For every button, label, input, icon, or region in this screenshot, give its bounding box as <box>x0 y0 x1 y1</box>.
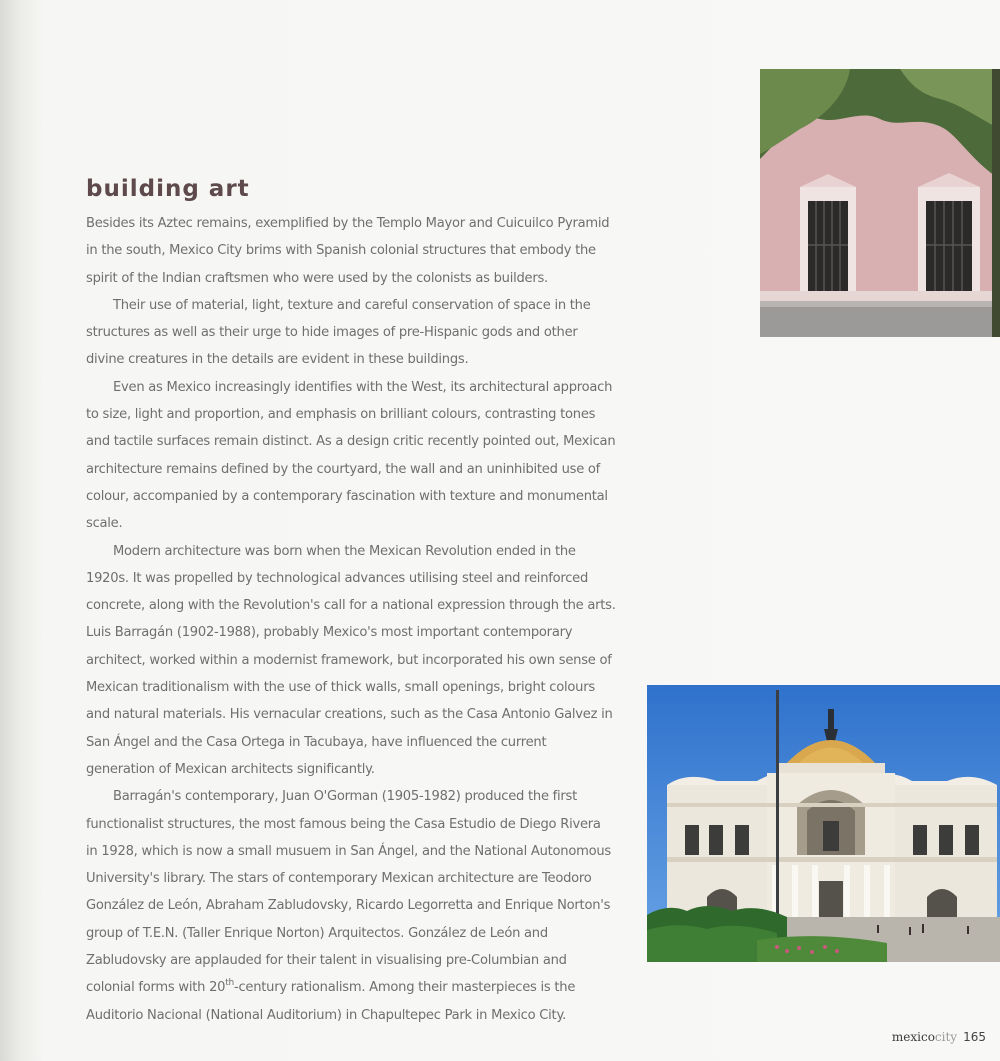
paragraph-5-text-b: -century rationalism. Among their masterpieces is the Auditorio Nacional (National Auditorium) in Chapultepec Park in Mexico City. <box>86 980 576 1023</box>
section-heading: building art <box>86 176 250 202</box>
paragraph-4: Modern architecture was born when the Mexican Revolution ended in the 1920s. It was propelled by technological advances utilising steel and reinforced concrete, along with the Revolution's call for a national expression through the arts. Luis Barragán (1902-1988), probably Mexico's most important contemporary architect, worked within a modernist framework, but incorporated his own sense of Mexican traditionalism with the use of thick walls, small openings, bright colours and natural materials. His vernacular creations, such as the Casa Antonio Galvez in San Ángel and the Casa Ortega in Tacubaya, have influenced the current generation of Mexican architects significantly. <box>86 543 616 777</box>
page-footer <box>892 1030 986 1044</box>
ordinal-superscript: th <box>225 978 234 989</box>
paragraph-3: Even as Mexico increasingly identifies with the West, its architectural approach to size, light and proportion, and emphasis on brilliant colours, contrasting tones and tactile surfaces remain distinct. As a design critic recently pointed out, Mexican architecture remains defined by the courtyard, the wall and an uninhibited use of colour, accompanied by a contemporary fascination with texture and monumental scale. <box>86 379 616 532</box>
footer-brand-mexico: mexico <box>891 1030 935 1044</box>
paragraph-1: Besides its Aztec remains, exemplified by the Templo Mayor and Cuicuilco Pyramid in the south, Mexico City brims with Spanish colonial structures that embody the spirit of the Indian craftsmen who were used by the colonists as builders. <box>86 216 610 286</box>
footer-brand-city: city <box>934 1030 958 1044</box>
palace-illustration <box>647 685 1000 962</box>
page-number: 165 <box>963 1030 986 1044</box>
colonial-facade-photo <box>760 69 1000 337</box>
paragraph-5-text-a: Barragán's contemporary, Juan O'Gorman (1905-1982) produced the first functionalist structures, the most famous being the Casa Estudio de Diego Rivera in 1928, which is now a small musuem in San Ángel, and the National Autonomous University's library. The stars of contemporary Mexican architecture are Teodoro González de León, Abraham Zabludovsky, Ricardo Legorretta and Enrique Norton's group of T.E.N. (Taller Enrique Norton) Arquitectos. González de León and Zabludovsky are applauded for their talent in visualising pre-Columbian and colonial forms with 20 <box>86 789 611 996</box>
paragraph-5 <box>86 783 616 1029</box>
palace-of-fine-arts-photo <box>647 685 1000 962</box>
colonial-facade-illustration <box>760 69 1000 337</box>
paragraph-2: Their use of material, light, texture and careful conservation of space in the structures as well as their urge to hide images of pre-Hispanic gods and other divine creatures in the details are evident in these buildings. <box>86 297 591 368</box>
article-body <box>86 210 616 1029</box>
